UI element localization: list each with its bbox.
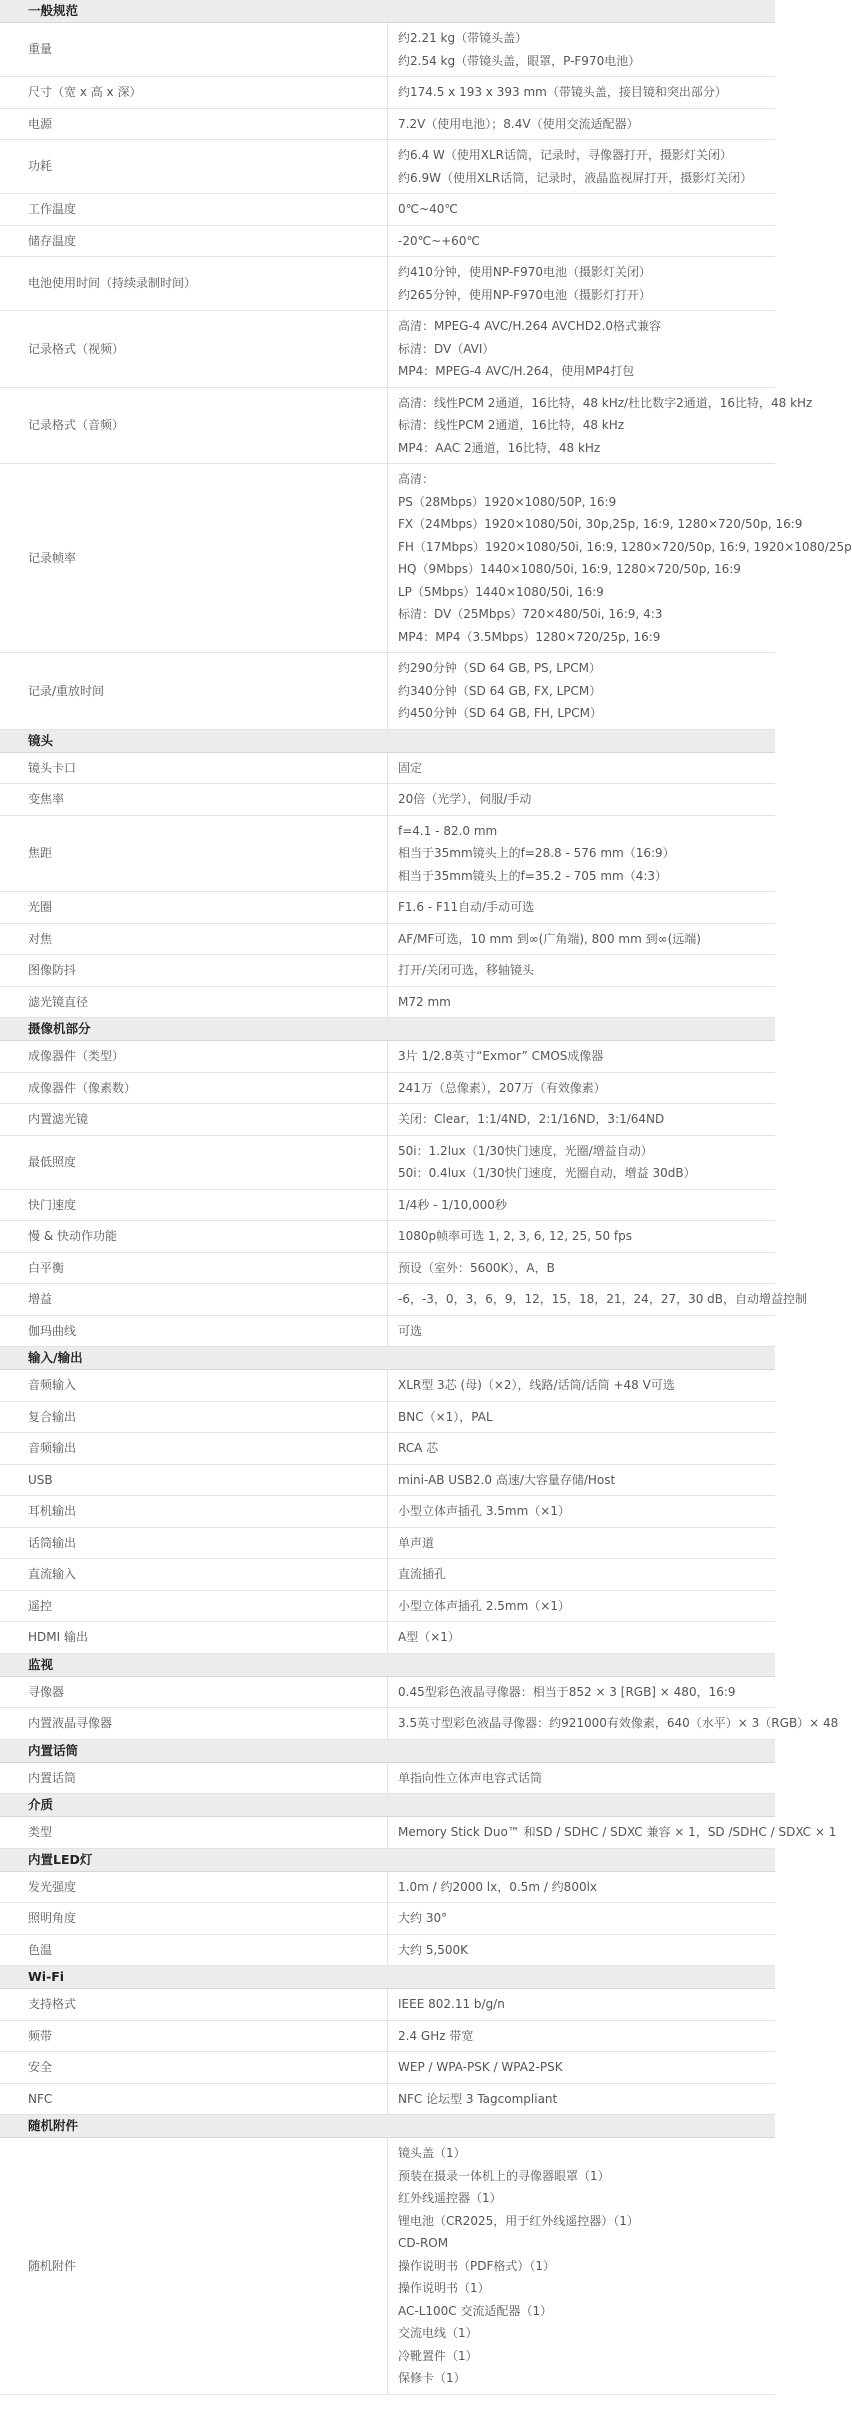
spec-label: 对焦	[0, 923, 388, 955]
spec-value-line: F1.6 - F11自动/手动可选	[398, 900, 535, 914]
spec-value	[388, 1252, 776, 1284]
spec-row	[0, 653, 775, 730]
section-header	[0, 1347, 775, 1370]
spec-value-line: MP4：MPEG-4 AVC/H.264，使用MP4打包	[398, 364, 635, 378]
spec-value	[388, 815, 776, 892]
spec-value-line: 约410分钟，使用NP-F970电池（摄影灯关闭）	[398, 265, 651, 279]
spec-row	[0, 2052, 775, 2084]
spec-row	[0, 1041, 775, 1073]
spec-value-line: HQ（9Mbps）1440×1080/50i, 16:9, 1280×720/50p, 16:9	[398, 562, 741, 576]
spec-row	[0, 923, 775, 955]
spec-value-line: 3.5英寸型彩色液晶寻像器：约921000有效像素，640（水平）× 3（RGB）× 48	[398, 1716, 839, 1730]
spec-value-line: 相当于35mm镜头上的f=28.8 - 576 mm（16:9）	[398, 846, 675, 860]
spec-value-line: f=4.1 - 82.0 mm	[398, 823, 498, 838]
spec-label: 伽玛曲线	[0, 1315, 388, 1347]
spec-value	[388, 2020, 776, 2052]
spec-value-line: 交流电线（1）	[398, 2326, 478, 2340]
spec-row	[0, 1252, 775, 1284]
spec-row	[0, 892, 775, 924]
spec-value-line: 操作说明书（PDF格式）（1）	[398, 2258, 556, 2273]
spec-value-line: 关闭：Clear，1:1/4ND，2:1/16ND，3:1/64ND	[398, 1112, 665, 1126]
spec-label: 快门速度	[0, 1189, 388, 1221]
spec-value	[388, 892, 776, 924]
spec-row	[0, 140, 775, 194]
section-title: 随机附件	[0, 2115, 775, 2138]
spec-value-line: 3片 1/2.8英寸“Exmor” CMOS成像器	[398, 1049, 604, 1063]
spec-value-line: 保修卡（1）	[398, 2371, 466, 2385]
spec-label: 光圈	[0, 892, 388, 924]
spec-label: 遥控	[0, 1590, 388, 1622]
spec-value-line: 0℃~40℃	[398, 202, 458, 216]
spec-row	[0, 1817, 775, 1849]
spec-value	[388, 311, 776, 388]
spec-value-line: 50i：1.2lux（1/30快门速度，光圈/增益自动）	[398, 1143, 653, 1158]
spec-row	[0, 2083, 775, 2115]
spec-row	[0, 1622, 775, 1654]
spec-value	[388, 257, 776, 311]
spec-value	[388, 653, 776, 730]
spec-label: 音频输出	[0, 1433, 388, 1465]
section-title: 摄像机部分	[0, 1018, 775, 1041]
spec-label: 变焦率	[0, 784, 388, 816]
section-header	[0, 1739, 775, 1762]
spec-value	[388, 1315, 776, 1347]
spec-row	[0, 1559, 775, 1591]
spec-value-line: 0.45型彩色液晶寻像器：相当于852 × 3 [RGB] × 480，16:9	[398, 1684, 736, 1699]
spec-label: 类型	[0, 1817, 388, 1849]
spec-value-line: 约6.9W（使用XLR话筒，记录时，液晶监视屏打开，摄影灯关闭）	[398, 170, 753, 185]
spec-value-line: AF/MF可选，10 mm 到∞(广角端), 800 mm 到∞(远端)	[398, 931, 701, 946]
spec-value	[388, 1284, 808, 1316]
spec-value-line: FX（24Mbps）1920×1080/50i, 30p,25p, 16:9, 1280×720/50p, 16:9	[398, 517, 803, 531]
spec-label: 频带	[0, 2020, 388, 2052]
spec-row	[0, 225, 775, 257]
spec-value-line: IEEE 802.11 b/g/n	[398, 1997, 505, 2011]
spec-value-line: 标清：DV（AVI）	[398, 341, 495, 356]
spec-value	[388, 1871, 776, 1903]
spec-label: 音频输入	[0, 1370, 388, 1402]
spec-value	[388, 1496, 776, 1528]
spec-label: 照明角度	[0, 1903, 388, 1935]
spec-value	[388, 1527, 776, 1559]
section-title: 介质	[0, 1794, 775, 1817]
spec-row	[0, 1401, 775, 1433]
spec-label: 随机附件	[0, 2138, 388, 2395]
spec-value	[388, 1762, 776, 1794]
spec-value	[388, 923, 776, 955]
spec-row	[0, 1903, 775, 1935]
spec-value-line: PS（28Mbps）1920×1080/50P, 16:9	[398, 494, 617, 509]
section-header	[0, 1966, 775, 1989]
spec-value-line: 标清：DV（25Mbps）720×480/50i, 16:9, 4:3	[398, 607, 663, 621]
spec-row	[0, 815, 775, 892]
spec-row	[0, 955, 775, 987]
section-title: 内置话筒	[0, 1739, 775, 1762]
spec-label: 工作温度	[0, 194, 388, 226]
section-header	[0, 729, 775, 752]
spec-row	[0, 1370, 775, 1402]
spec-label: 成像器件（像素数）	[0, 1072, 388, 1104]
spec-row	[0, 986, 775, 1018]
spec-value-line: MP4：MP4（3.5Mbps）1280×720/25p, 16:9	[398, 629, 661, 644]
spec-value	[388, 1934, 776, 1966]
spec-value	[388, 2138, 776, 2395]
spec-value-line: LP（5Mbps）1440×1080/50i, 16:9	[398, 584, 604, 599]
spec-value-line: 固定	[398, 760, 423, 775]
spec-label: 记录/重放时间	[0, 653, 388, 730]
spec-row	[0, 1590, 775, 1622]
spec-label: 内置话筒	[0, 1762, 388, 1794]
spec-value	[388, 387, 813, 464]
spec-value	[388, 1817, 837, 1849]
spec-value-line: 锂电池（CR2025，用于红外线遥控器）（1）	[398, 2213, 639, 2228]
spec-row	[0, 77, 775, 109]
section-header	[0, 1848, 775, 1871]
spec-value	[388, 784, 776, 816]
spec-value	[388, 2083, 776, 2115]
spec-value	[388, 955, 776, 987]
section-title: 输入/输出	[0, 1347, 775, 1370]
spec-value-line: 预设（室外：5600K），A，B	[398, 1260, 555, 1275]
spec-value	[388, 140, 776, 194]
spec-row	[0, 1315, 775, 1347]
spec-row	[0, 752, 775, 784]
spec-label: 焦距	[0, 815, 388, 892]
spec-value-line: 50i：0.4lux（1/30快门速度，光圈自动，增益 30dB）	[398, 1166, 696, 1180]
spec-label: 记录格式（视频）	[0, 311, 388, 388]
spec-row	[0, 1104, 775, 1136]
spec-label: 尺寸（宽 x 高 x 深）	[0, 77, 388, 109]
spec-value-line: 241万（总像素），207万（有效像素）	[398, 1080, 606, 1095]
spec-label: 电池使用时间（持续录制时间）	[0, 257, 388, 311]
spec-label: 记录格式（音频）	[0, 387, 388, 464]
spec-value-line: 相当于35mm镜头上的f=35.2 - 705 mm（4:3）	[398, 868, 668, 883]
spec-label: 内置滤光镜	[0, 1104, 388, 1136]
section-title: Wi-Fi	[0, 1966, 775, 1989]
spec-value	[388, 2052, 776, 2084]
spec-value-line: 1080p帧率可选 1, 2, 3, 6, 12, 25, 50 fps	[398, 1229, 633, 1243]
spec-value-line: 预装在摄录一体机上的寻像器眼罩（1）	[398, 2168, 610, 2183]
section-title: 内置LED灯	[0, 1848, 775, 1871]
spec-value-line: mini-AB USB2.0 高速/大容量存储/Host	[398, 1472, 616, 1487]
spec-row	[0, 387, 775, 464]
spec-row	[0, 311, 775, 388]
spec-value	[388, 1041, 776, 1073]
spec-row	[0, 23, 775, 77]
spec-row	[0, 1189, 775, 1221]
spec-value-line: 1/4秒 - 1/10,000秒	[398, 1197, 507, 1212]
spec-value	[388, 1590, 776, 1622]
spec-value	[388, 1676, 776, 1708]
spec-label: 色温	[0, 1934, 388, 1966]
spec-value	[388, 1135, 776, 1189]
spec-value-line: 高清：MPEG-4 AVC/H.264 AVCHD2.0格式兼容	[398, 319, 662, 333]
spec-value	[388, 1104, 776, 1136]
spec-value	[388, 23, 776, 77]
spec-row	[0, 1871, 775, 1903]
spec-value	[388, 1989, 776, 2021]
section-header	[0, 1653, 775, 1676]
spec-value	[388, 77, 776, 109]
spec-row	[0, 464, 775, 653]
spec-label: 内置液晶寻像器	[0, 1708, 388, 1740]
spec-row	[0, 2138, 775, 2395]
spec-row	[0, 1527, 775, 1559]
spec-label: 复合输出	[0, 1401, 388, 1433]
section-title: 一般规范	[0, 0, 775, 23]
spec-value	[388, 1370, 776, 1402]
spec-value-line: 镜头盖（1）	[398, 2146, 466, 2160]
spec-value	[388, 1221, 776, 1253]
spec-label: 记录帧率	[0, 464, 388, 653]
spec-value-line: FH（17Mbps）1920×1080/50i, 16:9, 1280×720/50p, 16:9, 1920×1080/25p	[398, 539, 852, 554]
spec-label: 最低照度	[0, 1135, 388, 1189]
spec-value-line: RCA 芯	[398, 1441, 439, 1455]
spec-label: 功耗	[0, 140, 388, 194]
spec-value-line: MP4：AAC 2通道，16比特，48 kHz	[398, 440, 601, 455]
spec-value-line: BNC（×1），PAL	[398, 1409, 493, 1424]
spec-value-line: 约340分钟（SD 64 GB, FX, LPCM）	[398, 683, 602, 698]
spec-label: 慢 & 快动作功能	[0, 1221, 388, 1253]
spec-value-line: 约290分钟（SD 64 GB, PS, LPCM）	[398, 661, 601, 675]
spec-value-line: M72 mm	[398, 994, 451, 1009]
spec-value	[388, 1708, 839, 1740]
spec-value-line: -6，-3，0，3，6，9，12，15，18，21，24，27，30 dB，自动增益控制	[398, 1292, 808, 1306]
spec-row	[0, 1135, 775, 1189]
spec-label: 寻像器	[0, 1676, 388, 1708]
spec-label: 成像器件（类型）	[0, 1041, 388, 1073]
spec-value	[388, 1072, 776, 1104]
spec-value-line: 约2.54 kg（带镜头盖，眼罩，P-F970电池）	[398, 53, 641, 68]
spec-value-line: 大约 30°	[398, 1911, 448, 1925]
spec-row	[0, 1072, 775, 1104]
spec-value	[388, 225, 776, 257]
spec-row	[0, 1496, 775, 1528]
spec-row	[0, 257, 775, 311]
spec-value-line: 约2.21 kg（带镜头盖）	[398, 31, 528, 45]
spec-value-line: 高清：	[398, 472, 435, 486]
spec-value	[388, 464, 852, 653]
spec-row	[0, 1934, 775, 1966]
spec-value-line: AC-L100C 交流适配器（1）	[398, 2303, 553, 2318]
spec-value	[388, 752, 776, 784]
spec-row	[0, 1221, 775, 1253]
spec-value	[388, 1433, 776, 1465]
spec-label: 重量	[0, 23, 388, 77]
spec-value	[388, 1401, 776, 1433]
spec-label: 电源	[0, 108, 388, 140]
spec-value-line: 操作说明书（1）	[398, 2281, 490, 2295]
spec-value	[388, 1559, 776, 1591]
spec-label: 镜头卡口	[0, 752, 388, 784]
spec-value-line: A型（×1）	[398, 1630, 460, 1644]
spec-value-line: Memory Stick Duo™ 和SD / SDHC / SDXC 兼容 × 1，SD /SDHC / SDXC × 1	[398, 1825, 837, 1839]
spec-label: 直流输入	[0, 1559, 388, 1591]
spec-label: 储存温度	[0, 225, 388, 257]
spec-label: 增益	[0, 1284, 388, 1316]
spec-label: 滤光镜直径	[0, 986, 388, 1018]
spec-label: 发光强度	[0, 1871, 388, 1903]
spec-value-line: 高清：线性PCM 2通道，16比特，48 kHz/杜比数字2通道，16比特，48 kHz	[398, 395, 813, 410]
section-header	[0, 2115, 775, 2138]
spec-value-line: XLR型 3芯 (母)（×2），线路/话筒/话筒 +48 V可选	[398, 1378, 675, 1392]
spec-value	[388, 194, 776, 226]
spec-value-line: 冷靴置件（1）	[398, 2348, 478, 2363]
spec-value-line: 20倍（光学），伺服/手动	[398, 792, 532, 806]
spec-row	[0, 1762, 775, 1794]
spec-row	[0, 1284, 775, 1316]
spec-value	[388, 1189, 776, 1221]
spec-value-line: 大约 5,500K	[398, 1942, 469, 1957]
spec-value-line: 2.4 GHz 带宽	[398, 2028, 474, 2043]
spec-value-line: 直流插孔	[398, 1567, 447, 1581]
spec-value-line: 小型立体声插孔 2.5mm（×1）	[398, 1598, 570, 1613]
spec-row	[0, 1989, 775, 2021]
spec-label: HDMI 输出	[0, 1622, 388, 1654]
spec-label: 白平衡	[0, 1252, 388, 1284]
spec-value-line: 单指向性立体声电容式话筒	[398, 1770, 543, 1785]
spec-label: 话筒输出	[0, 1527, 388, 1559]
spec-value-line: 可选	[398, 1323, 423, 1338]
spec-value-line: CD-ROM	[398, 2236, 449, 2250]
spec-value-line: WEP / WPA-PSK / WPA2-PSK	[398, 2060, 563, 2074]
spec-label: USB	[0, 1464, 388, 1496]
spec-value	[388, 1622, 776, 1654]
spec-value-line: 打开/关闭可选，移轴镜头	[398, 963, 535, 977]
spec-value-line: 约174.5 x 193 x 393 mm（带镜头盖，接目镜和突出部分）	[398, 85, 727, 99]
spec-value-line: 7.2V（使用电池）；8.4V（使用交流适配器）	[398, 116, 639, 131]
spec-row	[0, 1708, 775, 1740]
spec-label: 图像防抖	[0, 955, 388, 987]
spec-row	[0, 1676, 775, 1708]
spec-value-line: 约450分钟（SD 64 GB, FH, LPCM）	[398, 706, 603, 720]
spec-value-line: 红外线遥控器（1）	[398, 2191, 502, 2205]
spec-value-line: -20℃~+60℃	[398, 233, 480, 248]
spec-value-line: 约265分钟，使用NP-F970电池（摄影灯打开）	[398, 287, 651, 302]
section-header	[0, 0, 775, 23]
spec-label: 耳机输出	[0, 1496, 388, 1528]
spec-value-line: 1.0m / 约2000 lx，0.5m / 约800lx	[398, 1879, 598, 1894]
spec-value	[388, 1903, 776, 1935]
spec-value-line: 约6.4 W（使用XLR话筒，记录时，寻像器打开，摄影灯关闭）	[398, 148, 733, 162]
spec-value-line: 标清：线性PCM 2通道，16比特，48 kHz	[398, 418, 625, 432]
spec-row	[0, 784, 775, 816]
spec-value-line: 小型立体声插孔 3.5mm（×1）	[398, 1504, 570, 1518]
spec-row	[0, 194, 775, 226]
spec-label: NFC	[0, 2083, 388, 2115]
spec-row	[0, 1464, 775, 1496]
section-header	[0, 1794, 775, 1817]
spec-value	[388, 108, 776, 140]
spec-label: 支持格式	[0, 1989, 388, 2021]
spec-row	[0, 1433, 775, 1465]
spec-value	[388, 986, 776, 1018]
spec-row	[0, 108, 775, 140]
section-header	[0, 1018, 775, 1041]
section-title: 监视	[0, 1653, 775, 1676]
section-title: 镜头	[0, 729, 775, 752]
spec-row	[0, 2020, 775, 2052]
spec-value-line: NFC 论坛型 3 Tagcompliant	[398, 2091, 558, 2106]
spec-label: 安全	[0, 2052, 388, 2084]
spec-value-line: 单声道	[398, 1535, 435, 1550]
spec-value	[388, 1464, 776, 1496]
